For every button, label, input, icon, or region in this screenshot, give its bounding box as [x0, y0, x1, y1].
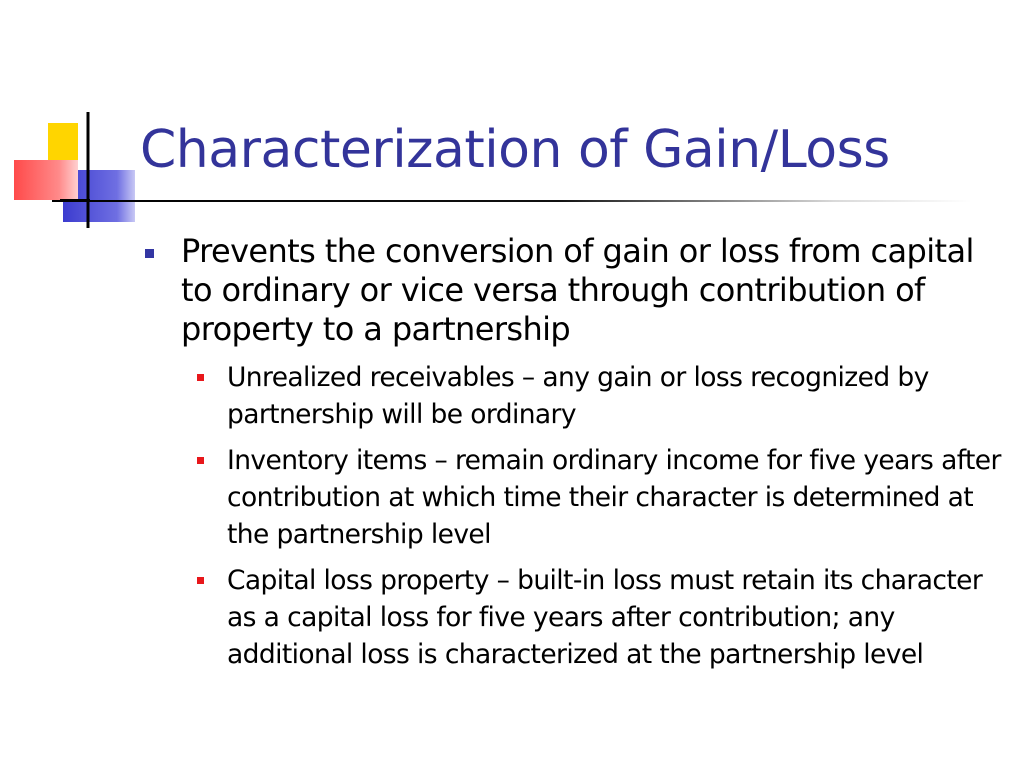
square-bullet-icon [197, 457, 204, 464]
bullet-text: Prevents the conversion of gain or loss from capital to ordinary or vice versa through contribution of property to a partnership [181, 232, 974, 348]
slide-body [140, 232, 1010, 682]
red-square [14, 160, 78, 200]
sub-bullet-text: Unrealized receivables – any gain or loss recognized by partnership will be ordinary [227, 362, 929, 430]
sub-bullet-point [140, 359, 1010, 433]
sub-bullet-text: Capital loss property – built-in loss must retain its character as a capital loss for five years after contribution; any additional loss is characterized at the partnership level [227, 565, 983, 670]
square-bullet-icon [145, 249, 154, 258]
sub-bullet-point [140, 562, 1010, 673]
yellow-square [48, 123, 78, 166]
decorative-squares [0, 0, 160, 240]
bullet-point [140, 232, 1010, 349]
title-underline [52, 200, 972, 202]
sub-bullet-list [140, 359, 1010, 673]
slide-title: Characterization of Gain/Loss [140, 120, 890, 180]
square-bullet-icon [197, 374, 204, 381]
sub-bullet-point [140, 442, 1010, 553]
sub-bullet-text: Inventory items – remain ordinary income for five years after contribution at which time their character is determined at the partnership level [227, 445, 1001, 550]
square-bullet-icon [197, 577, 204, 584]
